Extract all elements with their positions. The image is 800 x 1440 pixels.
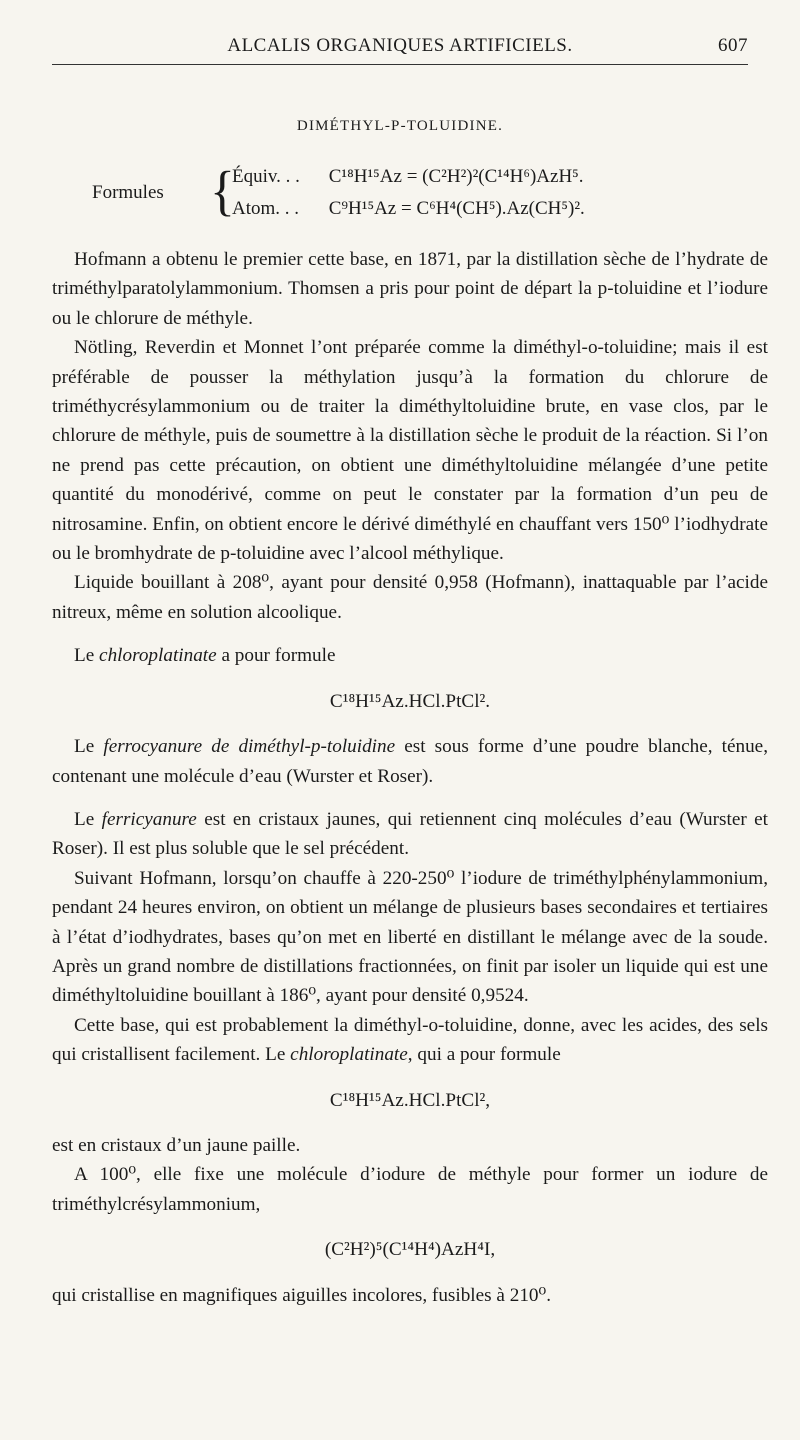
header-rule (52, 64, 748, 65)
running-header (52, 30, 748, 62)
formula-atom-row (232, 198, 585, 220)
text-run: est en cristaux jaunes, qui retiennent cinq molécules d’eau (Wurster et Roser). Il est plus soluble que le sel précédent. (52, 808, 768, 860)
paragraph (52, 805, 768, 864)
text-run: Le (74, 808, 102, 830)
equiv-label: Équiv. . . (232, 166, 300, 187)
paragraph: Liquide bouillant à 208⁰, ayant pour densité 0,958 (Hofmann), inattaquable par l’acide nitreux, même en solution alcoolique. (52, 572, 768, 623)
running-title: ALCALIS ORGANIQUES ARTIFICIELS. (227, 35, 573, 56)
italic-term: ferrocyanure de diméthyl-p-toluidine (103, 736, 396, 758)
paragraph: qui cristallise en magnifiques aiguilles incolores, fusibles à 210⁰. (52, 1284, 551, 1306)
chemical-formula: C¹⁸H¹⁵Az.HCl.PtCl². (329, 690, 491, 712)
chemical-formula: (C²H²)⁵(C¹⁴H⁴)AzH⁴I, (324, 1239, 496, 1261)
paragraph (52, 1011, 768, 1070)
equiv-formula: C¹⁸H¹⁵Az = (C²H²)²(C¹⁴H⁶)AzH⁵. (328, 166, 584, 187)
formulas-label: Formules (92, 182, 164, 203)
text-run: est sous forme d’une poudre blanche, ténue, contenant une molécule d’eau (Wurster et Roser). (52, 736, 768, 787)
atom-label: Atom. . . (232, 198, 300, 219)
section-title: DIMÉTHYL-P-TOLUIDINE. (296, 118, 504, 134)
body-text (52, 245, 768, 1310)
paragraph: est en cristaux d’un jaune paille. (52, 1134, 301, 1156)
paragraph: Hofmann a obtenu le premier cette base, en 1871, par la distillation sèche de l’hydrate de triméthylparatolylammonium. Thomsen a pris pour point de départ la p-toluidine et l’iodure ou le chlorure de méthyle. (52, 249, 768, 329)
paragraph: Suivant Hofmann, lorsqu’on chauffe à 220-250⁰ l’iodure de triméthylphénylammonium, pendant 24 heures environ, on obtient un mélange de plusieurs bases secondaires et tertiaires à l’état d’iodhydrates, bases qu’on met en liberté en distillant le mélange avec de la soude. Après un grand nombre de distillations fractionnées, on finit par isoler un liquide qui est une diméthyltoluidine bouillant à 186⁰, ayant pour densité 0,9524. (52, 867, 768, 1007)
page-number: 607 (718, 35, 748, 56)
brace-icon: { (210, 161, 235, 222)
chemical-formula: C¹⁸H¹⁵Az.HCl.PtCl², (329, 1089, 491, 1111)
text-run: Le (74, 736, 104, 758)
atom-formula: C⁹H¹⁵Az = C⁶H⁴(CH⁵).Az(CH⁵)². (328, 198, 585, 219)
text-run: Le (74, 645, 100, 667)
paragraph: A 100⁰, elle fixe une molécule d’iodure de méthyle pour former un iodure de triméthylcrésylammonium, (52, 1164, 768, 1215)
italic-term: ferricyanure (101, 808, 197, 830)
text-run: , qui a pour formule (407, 1044, 561, 1066)
italic-term: chloroplatinate (99, 645, 217, 667)
text-run: Cette base, qui est probablement la diméthyl-o-toluidine, donne, avec les acides, des sels qui cristallisent facilement. Le (52, 1014, 768, 1066)
text-run: a pour formule (216, 645, 336, 667)
paragraph: Nötling, Reverdin et Monnet l’ont préparée comme la diméthyl-o-toluidine; mais il est préférable de pousser la méthylation jusqu’à la formation du chlorure de triméthycrésylammonium ou de traiter la diméthyltoluidine brute, en vase clos, par le chlorure de méthyle, puis de soumettre à la distillation sèche le produit de la réaction. Si l’on ne prend pas cette précaution, on obtient une diméthyltoluidine mélangée d’une petite quantité du monodérivé, comme on peut le constater par la formation d’un peu de nitrosamine. Enfin, on obtient encore le dérivé diméthylé en chauffant vers 150⁰ l’iodhydrate ou le bromhydrate de p-toluidine avec l’alcool méthylique. (52, 337, 768, 565)
italic-term: chloroplatinate (290, 1044, 408, 1066)
paragraph (52, 641, 768, 670)
formula-equiv-row (232, 166, 584, 188)
paragraph (52, 732, 768, 791)
formula-block (92, 162, 732, 232)
